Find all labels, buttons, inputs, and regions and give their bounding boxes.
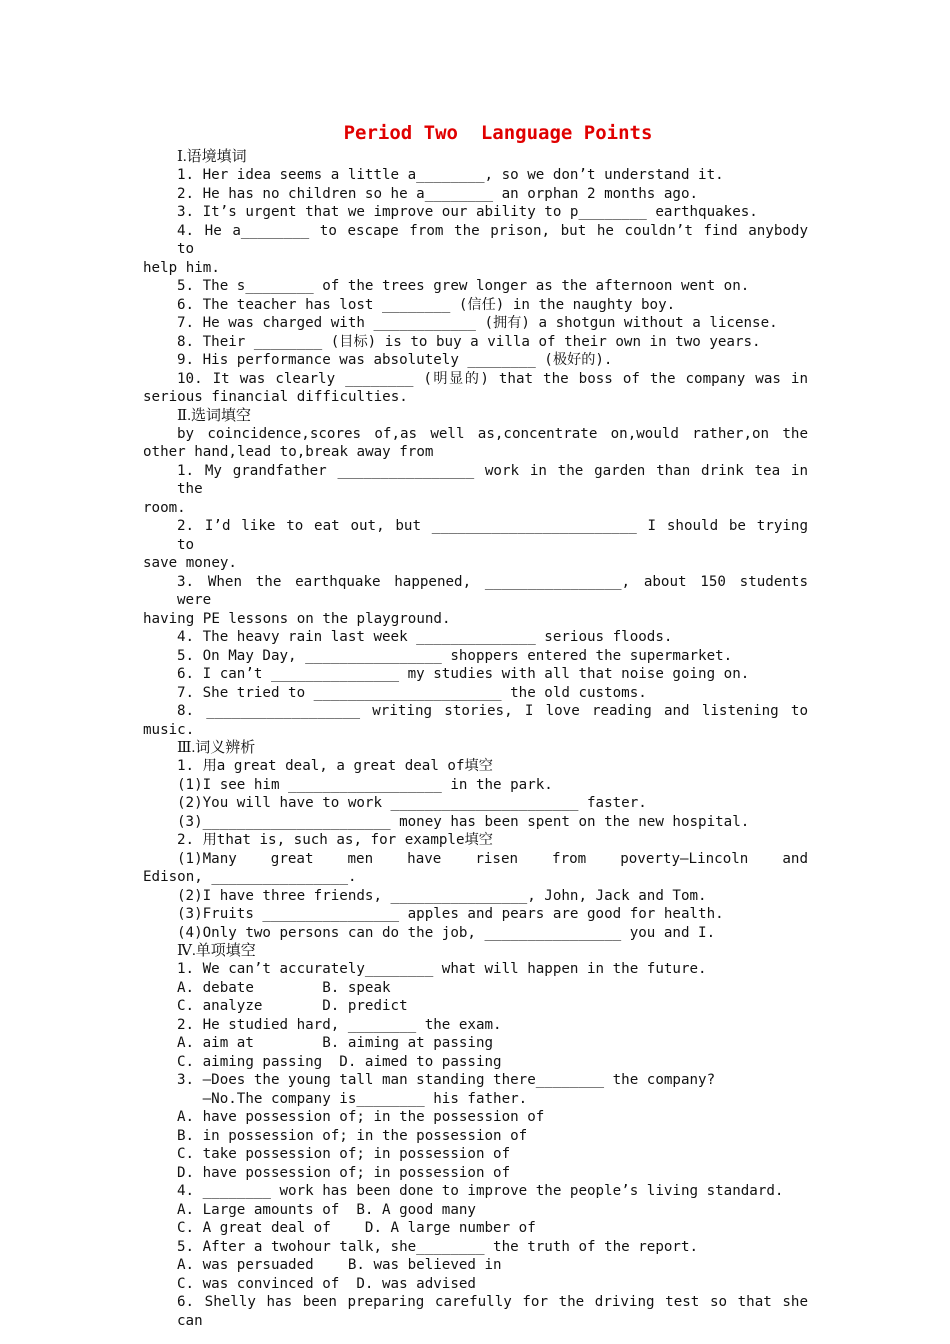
text-line: 3. It’s urgent that we improve our ability to p________ earthquakes. [177, 204, 758, 220]
text-line: 7. She tried to ______________________ the old customs. [177, 684, 647, 701]
text-line: 8. Their ________ (目标) is to buy a villa of their own in two years. [177, 333, 761, 350]
text-line: 2. I’d like to eat out, but ________________________ I should be trying to [177, 518, 808, 553]
text-line: (2)You will have to work ______________________ faster. [177, 795, 647, 811]
text-line: B. in possession of; in the possession of [177, 1127, 528, 1144]
text-line: A. aim at B. aiming at passing [177, 1035, 494, 1051]
text-line: 3. When the earthquake happened, ________________, about 150 students were [177, 573, 808, 608]
text-line: D. have possession of; in possession of [177, 1164, 511, 1181]
text-line: 2. He has no children so he a________ an orphan 2 months ago. [177, 185, 699, 202]
text-line: 6. I can’t _______________ my studies with all that noise going on. [177, 666, 750, 682]
text-line: 1. Her idea seems a little a________, so we don’t understand it. [177, 167, 724, 183]
text-line: 10. It was clearly ________ (明显的) that the boss of the company was in [177, 370, 808, 387]
text-line: C. take possession of; in possession of [177, 1146, 511, 1162]
text-line: by coincidence,scores of,as well as,concentrate on,would rather,on the [177, 425, 808, 442]
text-line: (3)Fruits ________________ apples and pears are good for health. [177, 906, 724, 922]
text-line: (4)Only two persons can do the job, ________________ you and I. [177, 924, 716, 941]
text-line: 4. ________ work has been done to improve the people’s living standard. [177, 1183, 784, 1199]
text-line: 9. His performance was absolutely ________ (极好的). [177, 352, 613, 368]
text-line: 1. 用a great deal, a great deal of填空 [177, 758, 493, 774]
text-line: room. [143, 499, 186, 516]
text-line: 2. He studied hard, ________ the exam. [177, 1016, 502, 1033]
text-line: save money. [143, 555, 237, 571]
text-line: A. was persuaded B. was believed in [177, 1257, 502, 1273]
text-line: (1)I see him __________________ in the park. [177, 776, 553, 793]
text-line: Edison, ________________. [143, 869, 357, 885]
text-line: 1. My grandfather ________________ work in the garden than drink tea in the [177, 462, 808, 497]
text-line: C. A great deal of D. A large number of [177, 1220, 536, 1236]
text-line: 6. Shelly has been preparing carefully for the driving test so that she can [177, 1294, 808, 1329]
text-line: 8. __________________ writing stories, I love reading and listening to [177, 703, 808, 719]
text-line: having PE lessons on the playground. [143, 610, 451, 627]
text-line: C. aiming passing D. aimed to passing [177, 1053, 502, 1070]
section-heading: Ⅲ.词义辨析 [177, 740, 256, 756]
text-line: 3. —Does the young tall man standing there________ the company? [177, 1072, 716, 1088]
page-title: Period Two Language Points [343, 122, 653, 144]
text-line: 4. He a________ to escape from the prison, but he couldn’t find anybody to [177, 222, 808, 257]
text-line: help him. [143, 259, 220, 276]
worksheet-body [143, 148, 808, 1330]
text-line: A. debate B. speak [177, 979, 391, 996]
text-line: A. have possession of; in the possession of [177, 1109, 545, 1125]
text-line: A. Large amounts of B. A good many [177, 1201, 476, 1218]
text-line: 5. After a twohour talk, she________ the truth of the report. [177, 1238, 699, 1255]
text-line: —No.The company is________ his father. [177, 1090, 528, 1107]
text-line: music. [143, 721, 195, 738]
text-line: (2)I have three friends, ________________, John, Jack and Tom. [177, 887, 707, 904]
text-line: other hand,lead to,break away from [143, 444, 434, 460]
text-line: 1. We can’t accurately________ what will happen in the future. [177, 961, 707, 977]
worksheet-page [143, 118, 808, 1330]
text-line: C. was convinced of D. was advised [177, 1275, 476, 1292]
text-line: 7. He was charged with ____________ (拥有) a shotgun without a license. [177, 315, 778, 331]
text-line: 6. The teacher has lost ________ (信任) in the naughty boy. [177, 296, 676, 313]
section-heading: Ⅰ.语境填词 [177, 149, 247, 165]
text-line: 5. The s________ of the trees grew longer as the afternoon went on. [177, 278, 750, 294]
text-line: C. analyze D. predict [177, 998, 408, 1014]
text-line: serious financial difficulties. [143, 389, 408, 405]
text-line: (3)______________________ money has been spent on the new hospital. [177, 813, 750, 830]
text-line: 2. 用that is, such as, for example填空 [177, 832, 493, 848]
section-heading: Ⅱ.选词填空 [177, 407, 251, 424]
text-line: 5. On May Day, ________________ shoppers entered the supermarket. [177, 647, 733, 664]
text-line: 4. The heavy rain last week ______________ serious floods. [177, 629, 673, 645]
section-heading: Ⅳ.单项填空 [177, 943, 256, 959]
text-line: (1)Many great men have risen from poverty—Lincoln and [177, 850, 808, 867]
